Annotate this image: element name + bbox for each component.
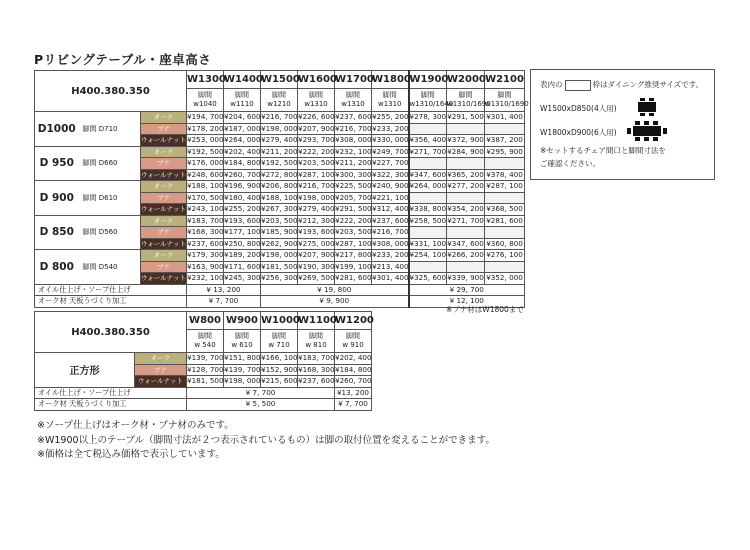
price-cell: ¥202, 400 <box>335 353 372 363</box>
price-cell: ¥249, 700 <box>372 146 409 156</box>
price-cell: ¥168, 300 <box>298 364 335 374</box>
price-cell: ¥248, 600 <box>187 169 224 179</box>
table-row <box>35 112 525 124</box>
finish-label: オーク材 天板うづくり加工 <box>35 296 187 308</box>
leg-span-value: w1310 <box>304 100 328 108</box>
price-cell: ¥322, 300 <box>372 169 409 179</box>
material-label: ウォールナット <box>141 205 186 214</box>
price-cell: ¥284, 900 <box>447 146 484 156</box>
price-cell: ¥204, 600 <box>224 112 261 122</box>
buna-note: ※ブナ材はW1800まで <box>446 305 524 314</box>
price-cell: ¥352, 000 <box>486 273 523 283</box>
leg-span-label: 脚間 <box>346 91 360 99</box>
price-cell: ¥232, 100 <box>187 273 224 283</box>
finish-row <box>35 387 372 399</box>
material-label: ブナ <box>141 123 187 135</box>
leg-span-label: 脚間 <box>382 91 397 99</box>
price-cell: ¥176, 000 <box>187 158 224 168</box>
price-table-square <box>34 311 372 411</box>
price-cell <box>485 192 525 204</box>
price-cell: ¥281, 600 <box>335 273 372 283</box>
legend-note-1: ※セットするチェア間口と脚間寸法を <box>540 146 666 155</box>
leg-span-cell <box>335 89 372 112</box>
price-cell: ¥198, 000 <box>261 123 298 133</box>
price-cell: ¥184, 800 <box>335 364 372 374</box>
table-4-seat-icon <box>632 98 662 116</box>
price-cell: ¥276, 100 <box>486 250 523 260</box>
legend-note-2: ご確認ください。 <box>540 159 600 168</box>
price-cell: ¥372, 900 <box>447 135 484 145</box>
price-cell: ¥199, 100 <box>335 261 372 271</box>
price-cell: ¥179, 300 <box>187 250 224 260</box>
footnote-2: ※W1900以上のテーブル（脚間寸法が２つ表示されているもの）は脚の取付位置を変えることができます。 <box>37 434 495 446</box>
price-cell: ¥277, 200 <box>447 181 484 191</box>
leg-span-value: w1310/1690 <box>485 100 529 108</box>
price-cell: ¥245, 300 <box>224 273 261 283</box>
finish-price: ¥ 7, 700 <box>335 399 372 411</box>
leg-span-cell <box>224 89 261 112</box>
price-cell: ¥279, 400 <box>261 135 298 145</box>
price-cell: ¥203, 500 <box>335 227 372 237</box>
price-cell: ¥339, 900 <box>447 273 484 283</box>
price-cell: ¥330, 000 <box>372 135 409 145</box>
price-cell: ¥287, 100 <box>298 169 335 179</box>
leg-span-label: 脚間 <box>346 332 360 340</box>
price-cell: ¥139, 700 <box>224 364 261 374</box>
price-cell: ¥293, 700 <box>298 135 335 145</box>
price-cell: ¥356, 400 <box>409 135 447 145</box>
price-cell: ¥264, 000 <box>224 135 261 145</box>
finish-label: オイル仕上げ・ソープ仕上げ <box>35 284 187 296</box>
price-cell: ¥325, 600 <box>409 273 447 283</box>
leg-span-cell <box>485 89 529 112</box>
price-cell: ¥221, 100 <box>372 192 409 202</box>
legend-size-6: W1800xD900(6人用) <box>540 128 617 137</box>
width-header: W1800 <box>372 71 409 89</box>
price-cell: ¥271, 700 <box>409 146 447 156</box>
price-cell: ¥192, 500 <box>187 146 224 156</box>
price-cell: ¥217, 800 <box>335 250 372 260</box>
leg-span-cell <box>372 89 409 112</box>
price-cell: ¥301, 400 <box>486 112 523 122</box>
price-cell: ¥192, 500 <box>261 158 298 168</box>
price-cell: ¥347, 600 <box>409 169 447 179</box>
legend-box <box>530 69 715 180</box>
price-cell: ¥166, 100 <box>261 353 298 363</box>
finish-price: ¥ 5, 500 <box>187 399 335 411</box>
width-header: W1000 <box>261 312 298 330</box>
material-label: オーク <box>141 250 187 262</box>
price-cell: ¥387, 200 <box>486 135 523 145</box>
price-cell: ¥222, 200 <box>335 215 372 225</box>
price-cell: ¥260, 700 <box>224 169 261 179</box>
width-header: W1300 <box>187 71 224 89</box>
material-label: ブナ <box>141 227 187 239</box>
price-cell: ¥163, 900 <box>187 261 224 271</box>
depth-size: D 800 <box>35 250 79 285</box>
material-label: ブナ <box>141 261 187 273</box>
price-cell <box>447 261 485 273</box>
price-cell: ¥308, 000 <box>335 135 372 145</box>
width-header: W1200 <box>335 312 372 330</box>
price-cell: ¥291, 500 <box>447 112 484 122</box>
table-header-row <box>35 312 372 330</box>
finish-price: ¥ 13, 200 <box>187 284 261 296</box>
material-label: オーク <box>135 353 187 365</box>
leg-span-label: 脚間 <box>198 332 212 340</box>
price-cell: ¥308, 000 <box>372 238 409 248</box>
leg-span-label: 脚間 <box>198 91 212 99</box>
price-cell: ¥193, 600 <box>224 215 261 225</box>
width-header: W900 <box>224 312 261 330</box>
price-cell: ¥295, 900 <box>486 146 523 156</box>
footnote-3: ※価格は全て税込み価格で表示しています。 <box>37 449 225 460</box>
price-cell: ¥181, 500 <box>261 261 298 271</box>
price-cell: ¥287, 100 <box>486 181 523 191</box>
price-cell: ¥207, 900 <box>298 250 335 260</box>
price-cell: ¥194, 700 <box>187 112 224 122</box>
finish-price: ¥ 29, 700 <box>409 284 525 296</box>
price-cell: ¥216, 700 <box>298 181 335 191</box>
depth-leg-span: 脚間 D660 <box>79 146 141 181</box>
leg-span-value: w 910 <box>342 341 364 349</box>
price-cell: ¥188, 100 <box>187 181 224 191</box>
material-label: オーク <box>141 215 187 227</box>
finish-price: ¥ 7, 700 <box>187 387 335 399</box>
finish-label: オイル仕上げ・ソープ仕上げ <box>35 387 187 399</box>
price-cell: ¥233, 200 <box>372 123 409 133</box>
price-cell: ¥237, 600 <box>372 215 409 225</box>
price-cell: ¥300, 300 <box>335 169 372 179</box>
leg-span-value: w1310/1640 <box>409 100 454 108</box>
leg-span-value: w1310 <box>377 100 402 108</box>
price-cell: ¥205, 700 <box>335 192 372 202</box>
price-cell: ¥181, 500 <box>187 376 224 386</box>
leg-span-label: 脚間 <box>458 91 473 99</box>
leg-span-value: w 710 <box>268 341 290 349</box>
price-cell: ¥215, 600 <box>261 376 298 386</box>
price-cell <box>485 158 525 170</box>
price-cell: ¥207, 900 <box>298 123 335 133</box>
width-header: W2100 <box>485 71 525 89</box>
leg-span-value: w 810 <box>305 341 327 349</box>
leg-span-value: w 540 <box>194 341 216 349</box>
price-cell: ¥279, 400 <box>298 204 335 214</box>
price-cell: ¥267, 300 <box>261 204 298 214</box>
price-cell: ¥206, 800 <box>261 181 298 191</box>
width-header: W1500 <box>261 71 298 89</box>
leg-span-cell <box>261 330 298 353</box>
price-cell <box>447 227 485 239</box>
price-cell: ¥266, 200 <box>447 250 484 260</box>
leg-span-cell <box>187 330 224 353</box>
leg-span-cell <box>298 330 335 353</box>
price-cell: ¥226, 600 <box>298 112 335 122</box>
price-cell: ¥233, 200 <box>372 250 409 260</box>
price-cell: ¥203, 500 <box>261 215 298 225</box>
price-cell: ¥338, 800 <box>409 204 447 214</box>
price-cell: ¥312, 400 <box>372 204 409 214</box>
width-header: W1700 <box>335 71 372 89</box>
price-cell: ¥216, 700 <box>261 112 298 122</box>
price-cell: ¥256, 300 <box>261 273 298 283</box>
price-cell: ¥237, 600 <box>187 238 224 248</box>
price-cell: ¥275, 000 <box>298 238 335 248</box>
price-cell: ¥255, 200 <box>224 204 261 214</box>
shape-label: 正方形 <box>35 353 135 388</box>
table2-header-label: H400.380.350 <box>35 312 187 353</box>
price-cell: ¥185, 900 <box>261 227 298 237</box>
price-cell: ¥262, 900 <box>261 238 298 248</box>
leg-span-cell <box>261 89 298 112</box>
material-label: ブナ <box>141 192 187 204</box>
price-cell: ¥264, 000 <box>409 181 447 191</box>
material-label: オーク <box>141 112 187 124</box>
table-row <box>35 215 525 227</box>
leg-span-label: 脚間 <box>497 91 512 99</box>
price-cell: ¥250, 800 <box>224 238 261 248</box>
price-cell <box>409 227 447 239</box>
price-cell <box>409 158 447 170</box>
leg-span-cell <box>409 89 454 112</box>
legend-text-a: 表内の <box>540 80 563 89</box>
depth-size: D 950 <box>35 146 79 181</box>
page-title: Pリビングテーブル・座卓高さ <box>34 52 212 67</box>
price-cell: ¥152, 900 <box>261 364 298 374</box>
price-cell: ¥190, 300 <box>298 261 335 271</box>
price-cell: ¥360, 800 <box>486 238 523 248</box>
leg-span-label: 脚間 <box>235 332 249 340</box>
price-cell: ¥255, 200 <box>372 112 409 122</box>
finish-price: ¥ 7, 700 <box>187 296 261 308</box>
material-label: ブナ <box>135 364 187 376</box>
price-cell: ¥291, 500 <box>335 204 372 214</box>
price-cell: ¥211, 200 <box>335 158 372 168</box>
material-label: ウォールナット <box>141 274 186 283</box>
footnote-1: ※ソープ仕上げはオーク材・ブナ材のみです。 <box>37 420 234 431</box>
price-cell: ¥193, 600 <box>298 227 335 237</box>
price-table-rectangular <box>34 70 529 308</box>
price-cell: ¥180, 400 <box>224 192 261 202</box>
width-header: W2000 <box>447 71 485 89</box>
depth-leg-span: 脚間 D560 <box>79 215 141 250</box>
price-cell: ¥331, 100 <box>409 238 447 248</box>
price-cell: ¥171, 600 <box>224 261 261 271</box>
leg-span-cell <box>447 89 491 112</box>
price-cell: ¥347, 600 <box>447 238 484 248</box>
price-cell: ¥378, 400 <box>486 169 523 179</box>
finish-price: ¥ 12, 100 <box>409 296 525 308</box>
leg-span-value: w1110 <box>230 100 254 108</box>
material-label: ブナ <box>141 158 187 170</box>
price-cell: ¥139, 700 <box>187 353 224 363</box>
leg-span-cell <box>187 89 224 112</box>
material-label: ウォールナット <box>141 136 186 145</box>
legend-size-4: W1500xD850(4人用) <box>540 104 617 113</box>
price-cell: ¥281, 600 <box>486 215 523 225</box>
footnotes <box>37 419 495 463</box>
leg-span-value: w1310/1690 <box>447 100 491 108</box>
table-row <box>35 181 525 193</box>
width-header: W1600 <box>298 71 335 89</box>
price-cell: ¥301, 400 <box>372 273 409 283</box>
price-cell: ¥183, 700 <box>187 215 224 225</box>
price-cell: ¥212, 300 <box>298 215 335 225</box>
material-label: オーク <box>141 181 187 193</box>
leg-span-cell <box>298 89 335 112</box>
leg-span-cell <box>335 330 372 353</box>
width-header: W800 <box>187 312 224 330</box>
leg-span-label: 脚間 <box>235 91 249 99</box>
price-cell: ¥365, 200 <box>447 169 484 179</box>
material-label: ウォールナット <box>135 376 187 388</box>
price-cell: ¥368, 500 <box>486 204 523 214</box>
price-cell: ¥183, 700 <box>298 353 335 363</box>
finish-price: ¥13, 200 <box>335 387 372 399</box>
price-cell: ¥232, 100 <box>335 146 372 156</box>
price-cell: ¥354, 200 <box>447 204 484 214</box>
price-cell: ¥128, 700 <box>187 364 224 374</box>
price-cell: ¥237, 600 <box>298 376 335 386</box>
price-cell: ¥198, 000 <box>224 376 261 386</box>
leg-span-label: 脚間 <box>309 91 323 99</box>
finish-row <box>35 399 372 411</box>
price-cell: ¥184, 800 <box>224 158 261 168</box>
depth-size: D1000 <box>35 112 79 147</box>
price-cell: ¥272, 800 <box>261 169 298 179</box>
price-cell: ¥227, 700 <box>372 158 409 168</box>
depth-leg-span: 脚間 D610 <box>79 181 141 216</box>
depth-size: D 900 <box>35 181 79 216</box>
width-header: W1100 <box>298 312 335 330</box>
width-header: W1900 <box>409 71 447 89</box>
material-label: ウォールナット <box>141 239 186 248</box>
price-cell <box>447 158 485 170</box>
price-cell <box>485 261 525 273</box>
table-row <box>35 146 525 158</box>
legend-text-b: 枠はダイニング推奨サイズです。 <box>592 80 704 89</box>
material-label: ウォールナット <box>141 170 186 179</box>
table-row <box>35 353 372 365</box>
price-cell: ¥287, 100 <box>335 238 372 248</box>
leg-span-cell <box>224 330 261 353</box>
price-cell: ¥278, 300 <box>409 112 447 122</box>
price-cell: ¥202, 400 <box>224 146 261 156</box>
price-cell: ¥188, 100 <box>261 192 298 202</box>
price-cell: ¥216, 700 <box>335 123 372 133</box>
price-cell: ¥243, 100 <box>187 204 224 214</box>
price-cell: ¥225, 500 <box>335 181 372 191</box>
depth-size: D 850 <box>35 215 79 250</box>
width-header: W1400 <box>224 71 261 89</box>
price-cell: ¥237, 600 <box>335 112 372 122</box>
depth-leg-span: 脚間 D710 <box>79 112 141 147</box>
price-cell: ¥196, 900 <box>224 181 261 191</box>
price-cell <box>485 123 525 135</box>
price-cell: ¥178, 200 <box>187 123 224 133</box>
price-cell <box>409 123 447 135</box>
price-cell: ¥269, 500 <box>298 273 335 283</box>
price-cell: ¥271, 700 <box>447 215 484 225</box>
table-row <box>35 250 525 262</box>
price-cell <box>409 261 447 273</box>
price-cell: ¥253, 000 <box>187 135 224 145</box>
price-cell: ¥189, 200 <box>224 250 261 260</box>
leg-span-label: 脚間 <box>420 91 435 99</box>
price-cell: ¥260, 700 <box>335 376 372 386</box>
price-cell <box>409 192 447 204</box>
leg-span-label: 脚間 <box>272 332 286 340</box>
leg-span-value: w1040 <box>193 100 217 108</box>
price-cell: ¥258, 500 <box>409 215 447 225</box>
leg-span-value: w1310 <box>341 100 365 108</box>
price-cell: ¥151, 800 <box>224 353 261 363</box>
price-cell: ¥198, 000 <box>261 250 298 260</box>
finish-price: ¥ 9, 900 <box>261 296 409 308</box>
price-cell: ¥216, 700 <box>372 227 409 237</box>
price-cell: ¥211, 200 <box>261 146 298 156</box>
legend-swatch <box>565 80 591 91</box>
price-cell: ¥198, 000 <box>298 192 335 202</box>
material-label: オーク <box>141 146 187 158</box>
depth-leg-span: 脚間 D540 <box>79 250 141 285</box>
leg-span-value: w1210 <box>267 100 291 108</box>
table1-header-label: H400.380.350 <box>35 71 187 112</box>
price-cell: ¥168, 300 <box>187 227 224 237</box>
leg-span-label: 脚間 <box>272 91 286 99</box>
leg-span-label: 脚間 <box>309 332 323 340</box>
price-cell: ¥177, 100 <box>224 227 261 237</box>
price-cell: ¥254, 100 <box>409 250 447 260</box>
finish-row <box>35 284 525 296</box>
table-6-seat-icon <box>627 121 667 141</box>
price-cell: ¥203, 500 <box>298 158 335 168</box>
price-cell: ¥222, 200 <box>298 146 335 156</box>
price-cell <box>485 227 525 239</box>
finish-label: オーク材 天板うづくり加工 <box>35 399 187 411</box>
price-cell: ¥187, 000 <box>224 123 261 133</box>
price-cell <box>447 123 485 135</box>
price-cell <box>447 192 485 204</box>
price-cell: ¥240, 900 <box>372 181 409 191</box>
finish-price: ¥ 19, 800 <box>261 284 409 296</box>
leg-span-value: w 610 <box>231 341 253 349</box>
price-cell: ¥170, 500 <box>187 192 224 202</box>
price-cell: ¥213, 400 <box>372 261 409 271</box>
